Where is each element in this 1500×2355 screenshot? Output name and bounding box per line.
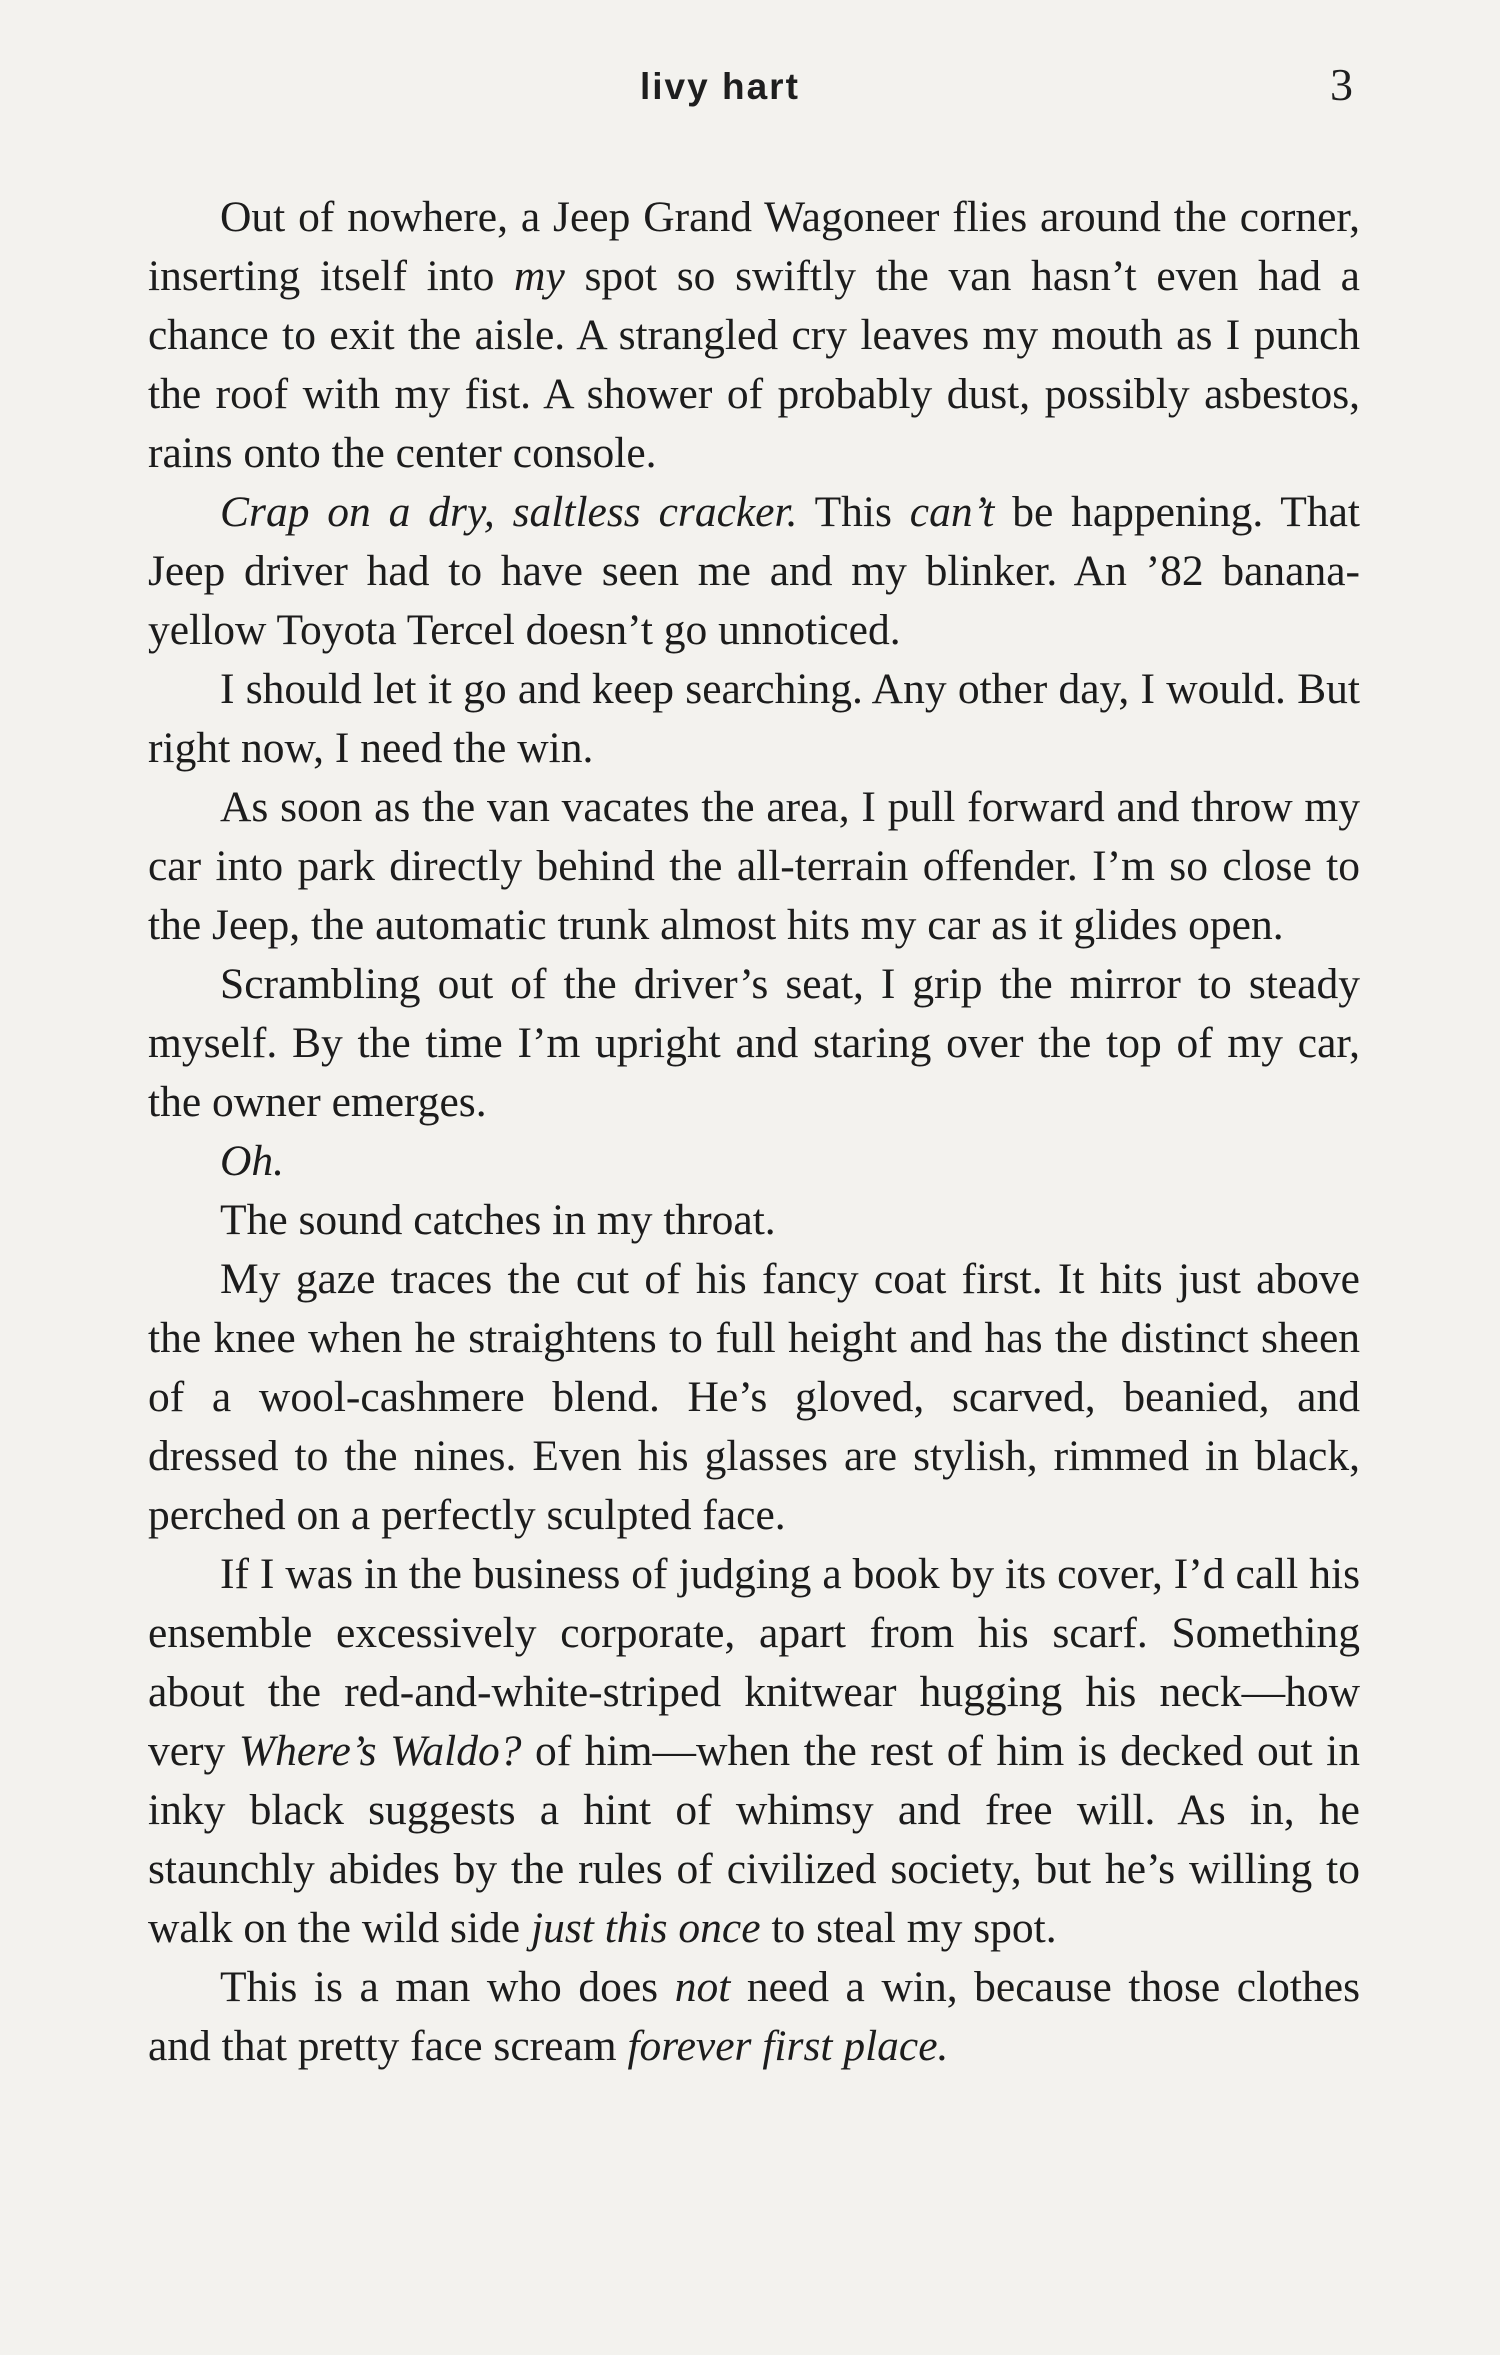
text-run: This is a man who does xyxy=(220,1963,675,2011)
italic-run: forever first place. xyxy=(627,2022,949,2070)
text-run: This xyxy=(797,488,910,536)
body-text xyxy=(148,188,1360,2076)
paragraph-5: Scrambling out of the driver’s seat, I grip the mirror to steady myself. By the time I’m upright and staring over the top of my car, the owner emerges. xyxy=(148,960,1360,1126)
paragraph-4: As soon as the van vacates the area, I pull forward and throw my car into park directly behind the all-terrain offender. I’m so close to the Jeep, the automatic trunk almost hits my car as it glides open. xyxy=(148,783,1360,949)
running-head xyxy=(0,58,1500,118)
italic-run: not xyxy=(674,1963,731,2011)
italic-run: Crap on a dry, saltless cracker. xyxy=(220,488,798,536)
text-run: Out of nowhere, a Jeep Grand Wagoneer flies around the corner, inserting itself into xyxy=(148,193,1360,300)
italic-run: my xyxy=(514,252,565,300)
paragraph-2 xyxy=(148,483,1360,660)
text-run: of him—when the rest of him is decked out in inky black suggests a hint of whimsy and free will. As in, he staunchly abides by the rules of civilized society, but he’s willing to walk on the wild side xyxy=(148,1727,1360,1952)
paragraph-10 xyxy=(148,1958,1360,2076)
text-run: to steal my spot. xyxy=(760,1904,1057,1952)
running-title: livy hart xyxy=(640,66,800,107)
paragraph-6 xyxy=(148,1132,1360,1191)
text-run: need a win, because those clothes and that pretty face scream xyxy=(148,1963,1360,2070)
italic-run: Where’s Waldo? xyxy=(238,1727,522,1775)
italic-run: just this once xyxy=(530,1904,761,1952)
text-run: If I was in the business of judging a book by its cover, I’d call his ensemble excessively corporate, apart from his scarf. Something about the red-and-white-striped knitwear hugging his neck—how very xyxy=(148,1550,1360,1775)
paragraph-7: The sound catches in my throat. xyxy=(220,1196,776,1244)
paragraph-9 xyxy=(148,1545,1360,1958)
italic-run: can’t xyxy=(909,488,995,536)
paragraph-8: My gaze traces the cut of his fancy coat first. It hits just above the knee when he straightens to full height and has the distinct sheen of a wool-cashmere blend. He’s gloved, scarved, beanied, and dressed to the nines. Even his glasses are stylish, rimmed in black, perched on a perfectly sculpted face. xyxy=(148,1255,1360,1539)
text-run: be happening. That Jeep driver had to have seen me and my blinker. An ’82 banana-yellow Toyota Tercel doesn’t go unnoticed. xyxy=(148,488,1360,654)
paragraph-1 xyxy=(148,188,1360,483)
text-run: spot so swiftly the van hasn’t even had a chance to exit the aisle. A strangled cry leaves my mouth as I punch the roof with my fist. A shower of probably dust, possibly asbestos, rains onto the center console. xyxy=(148,252,1360,477)
page-number: 3 xyxy=(1330,59,1353,110)
paragraph-3: I should let it go and keep searching. Any other day, I would. But right now, I need the win. xyxy=(148,665,1360,772)
italic-run: Oh. xyxy=(220,1137,285,1185)
